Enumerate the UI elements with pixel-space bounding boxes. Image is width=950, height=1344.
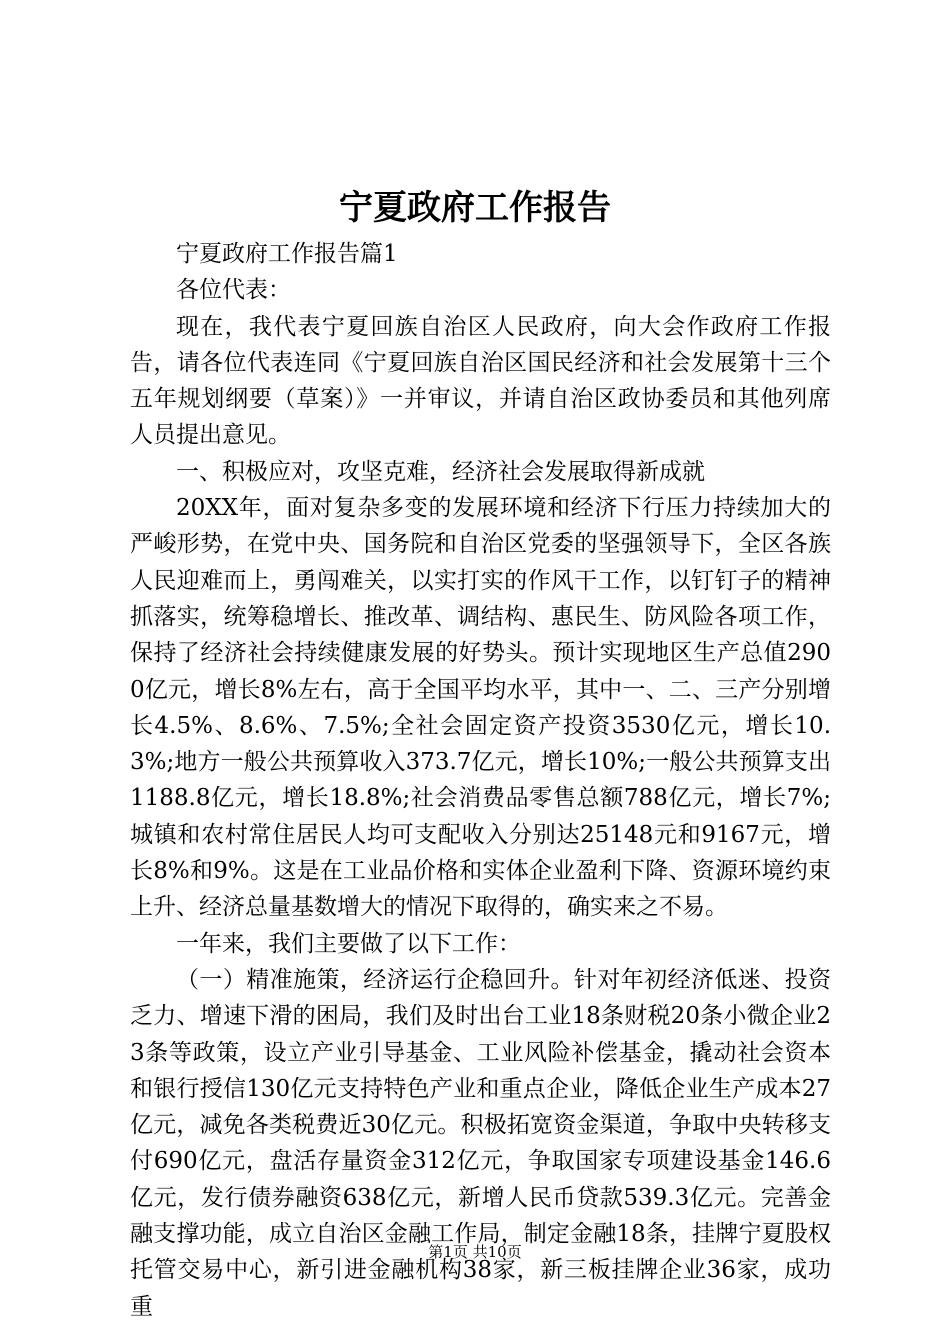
document-body <box>130 236 831 1325</box>
section-heading: 一、积极应对，攻坚克难，经济社会发展取得新成就 <box>176 458 705 485</box>
section-heading: 宁夏政府工作报告篇1 <box>176 241 398 267</box>
paragraph: 一年来，我们主要做了以下工作： <box>176 930 521 957</box>
paragraph: 现在，我代表宁夏回族自治区人民政府，向大会作政府工作报告，请各位代表连同《宁夏回族自治区国民经济和社会发展第十三个五年规划纲要（草案）》一并审议，并请自治区政协委员和其他列席人员提出意见。 <box>130 313 831 449</box>
document-title: 宁夏政府工作报告 <box>339 188 611 228</box>
salutation: 各位代表： <box>176 277 291 304</box>
paragraph: 20XX年，面对复杂多变的发展环境和经济下行压力持续加大的严峻形势，在党中央、国务院和自治区党委的坚强领导下，全区各族人民迎难而上，勇闯难关，以实打实的作风干工作，以钉钉子的精神抓落实，统筹稳增长、推改革、调结构、惠民生、防风险各项工作，保持了经济社会持续健康发展的好势头。预计实现地区生产总值2900亿元，增长8%左右，高于全国平均水平，其中一、二、三产分别增长4.5%、8.6%、7.5%;全社会固定资产投资3530亿元，增长10.3%;地方一般公共预算收入373.7亿元，增长10%;一般公共预算支出1188.8亿元，增长18.8%;社会消费品零售总额788亿元，增长7%;城镇和农村常住居民人均可支配收入分别达25148元和9167元，增长8%和9%。这是在工业品价格和实体企业盈利下降、资源环境约束上升、经济总量基数增大的情况下取得的，确实来之不易。 <box>130 495 831 921</box>
page-number: 第1页 共10页 <box>428 1243 522 1261</box>
paragraph: （一）精准施策，经济运行企稳回升。针对年初经济低迷、投资乏力、增速下滑的困局，我们及时出台工业18条财税20条小微企业23条等政策，设立产业引导基金、工业风险补偿基金，撬动社会资本和银行授信130亿元支持特色产业和重点企业，降低企业生产成本27亿元，减免各类税费近30亿元。积极拓宽资金渠道，争取中央转移支付690亿元，盘活存量资金312亿元，争取国家专项建设基金146.6亿元，发行债券融资638亿元，新增人民币贷款539.3亿元。完善金融支撑功能，成立自治区金融工作局，制定金融18条，挂牌宁夏股权托管交易中心，新引进金融机构38家，新三板挂牌企业36家，成功重 <box>130 966 831 1320</box>
